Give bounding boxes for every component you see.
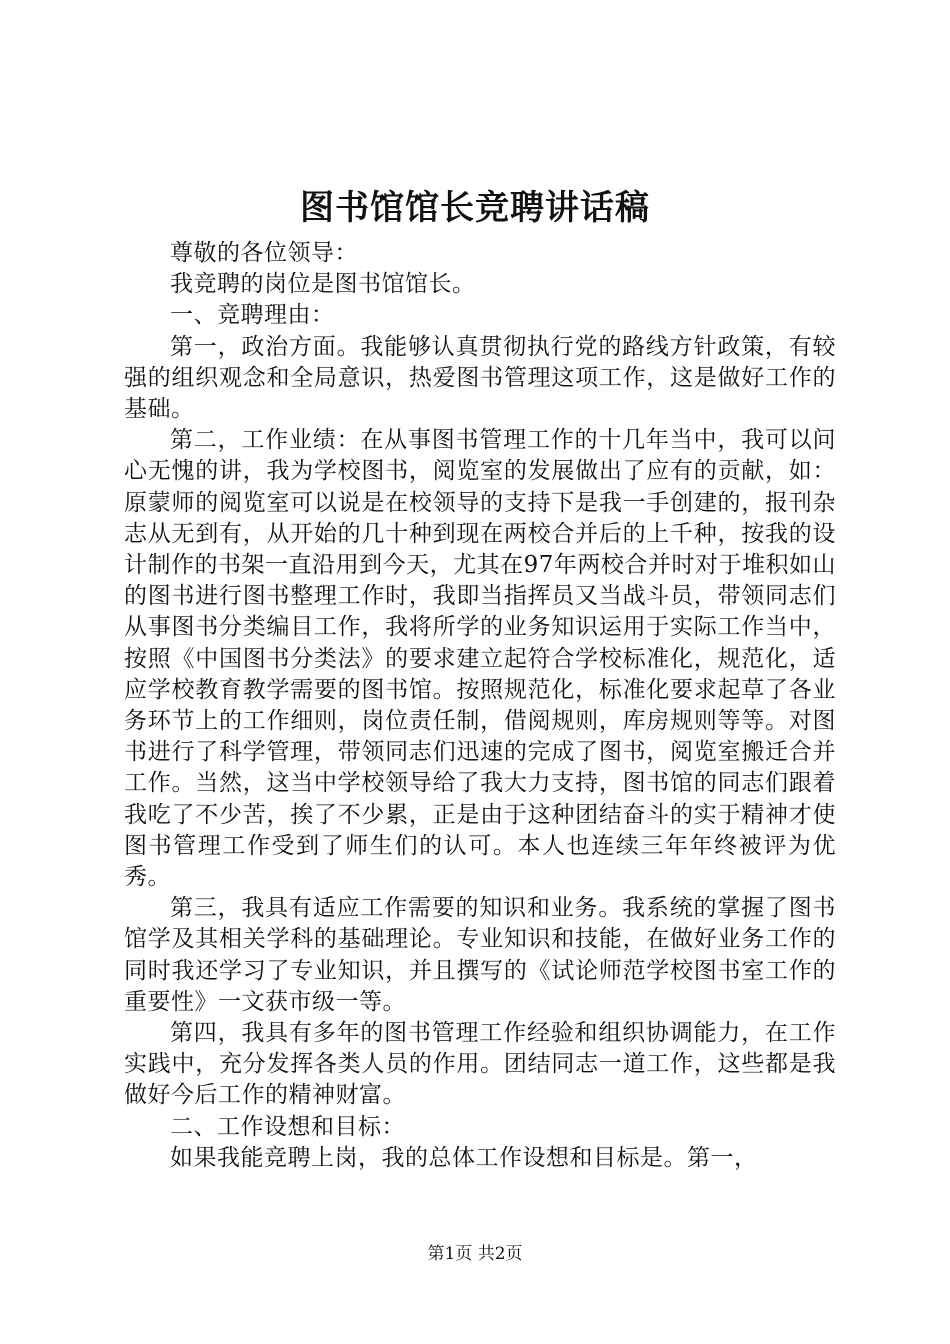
page-number-footer: 第1页 共2页 xyxy=(427,1244,523,1264)
section-heading-goals: 二、工作设想和目标： xyxy=(170,1113,405,1140)
paragraph-knowledge: 第三，我具有适应工作需要的知识和业务。我系统的掌握了图书馆学及其相关学科的基础理论。专业知识和技能，在做好业务工作的同时我还学习了专业知识，并且撰写的《试论师范学校图书室工作的重要性》一文获市级一等。 xyxy=(124,895,836,1015)
document-body xyxy=(124,238,836,1174)
paragraph-politics: 第一，政治方面。我能够认真贯彻执行党的路线方针政策，有较强的组织观念和全局意识，热爱图书管理这项工作，这是做好工作的基础。 xyxy=(124,333,836,423)
paragraph-salutation: 尊敬的各位领导： xyxy=(170,240,358,266)
document-title: 图书馆馆长竞聘讲话稿 xyxy=(300,188,650,228)
section-heading-reasons: 一、竞聘理由： xyxy=(170,302,335,329)
paragraph-goals: 如果我能竞聘上岗，我的总体工作设想和目标是。第一， xyxy=(170,1144,758,1171)
paragraph-achievements: 第二，工作业绩：在从事图书管理工作的十几年当中，我可以问心无愧的讲，我为学校图书，阅览室的发展做出了应有的贡献，如：原蒙师的阅览室可以说是在校领导的支持下是我一手创建的，报刊杂志从无到有，从开始的几十种到现在两校合并后的上千种，按我的设计制作的书架一直沿用到今天，尤其在97年两校合并时对于堆积如山的图书进行图书整理工作时，我即当指挥员又当战斗员，带领同志们从事图书分类编目工作，我将所学的业务知识运用于实际工作当中，按照《中国图书分类法》的要求建立起符合学校标准化，规范化，适应学校教育教学需要的图书馆。按照规范化，标准化要求起草了各业务环节上的工作细则，岗位责任制，借阅规则，库房规则等等。对图书进行了科学管理，带领同志们迅速的完成了图书，阅览室搬迁合并工作。当然，这当中学校领导给了我大力支持，图书馆的同志们跟着我吃了不少苦，挨了不少累，正是由于这种团结奋斗的实于精神才使图书管理工作受到了师生们的认可。本人也连续三年年终被评为优秀。 xyxy=(124,427,836,891)
paragraph-experience: 第四，我具有多年的图书管理工作经验和组织协调能力，在工作实践中，充分发挥各类人员的作用。团结同志一道工作，这些都是我做好今后工作的精神财富。 xyxy=(124,1020,836,1109)
paragraph-position: 我竞聘的岗位是图书馆馆长。 xyxy=(170,271,476,298)
